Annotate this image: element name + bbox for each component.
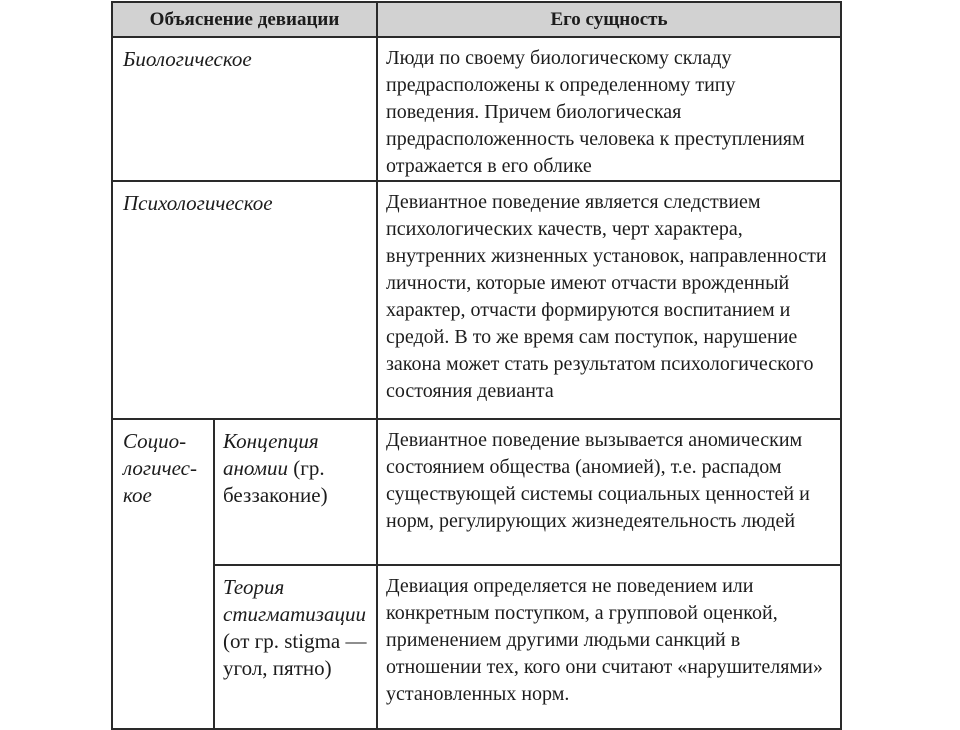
header-row	[112, 2, 841, 37]
deviation-theories-table	[111, 1, 842, 730]
psychological-essence: Девиантное поведение является следствием психологических качеств, черт характера, внутренних жизненных установок, направленности личности, которые имеют отчасти врожденный характер, отчасти формируются воспитанием и средой. В то же время сам поступок, нарушение закона может стать результатом психологического состояния девианта	[377, 181, 841, 419]
row-biological	[112, 37, 841, 181]
anomie-concept	[214, 419, 377, 565]
biological-label: Биологическое	[112, 37, 377, 181]
stigmatization-theory	[214, 565, 377, 729]
anomie-note: (гр. беззаконие)	[223, 456, 328, 507]
biological-essence: Люди по своему биологическому складу предрасположены к определенному типу поведения. Причем биологическая предрасположенность человека к преступлениям отражается в его облике	[377, 37, 841, 181]
row-psychological	[112, 181, 841, 419]
anomie-term: Концепция аномии	[223, 429, 319, 480]
stigmatization-note: (от гр. stigma — угол, пятно)	[223, 629, 367, 680]
row-sociological-stigmatization	[112, 565, 841, 729]
stigmatization-term: Теория стигматизации	[223, 575, 366, 626]
header-essence: Его сущность	[377, 2, 841, 37]
row-sociological-anomie	[112, 419, 841, 565]
sociological-label: Социо-логичес-кое	[112, 419, 214, 729]
anomie-essence: Девиантное поведение вызывается аномическим состоянием общества (аномией), т.е. распадом существующей системы социальных ценностей и норм, регулирующих жизнедеятельность людей	[377, 419, 841, 565]
psychological-label: Психологическое	[112, 181, 377, 419]
stigmatization-essence: Девиация определяется не поведением или конкретным поступком, а групповой оценкой, применением другими людьми санкций в отношении тех, кого они считают «нарушителями» установленных норм.	[377, 565, 841, 729]
header-explanation: Объяснение девиации	[112, 2, 377, 37]
